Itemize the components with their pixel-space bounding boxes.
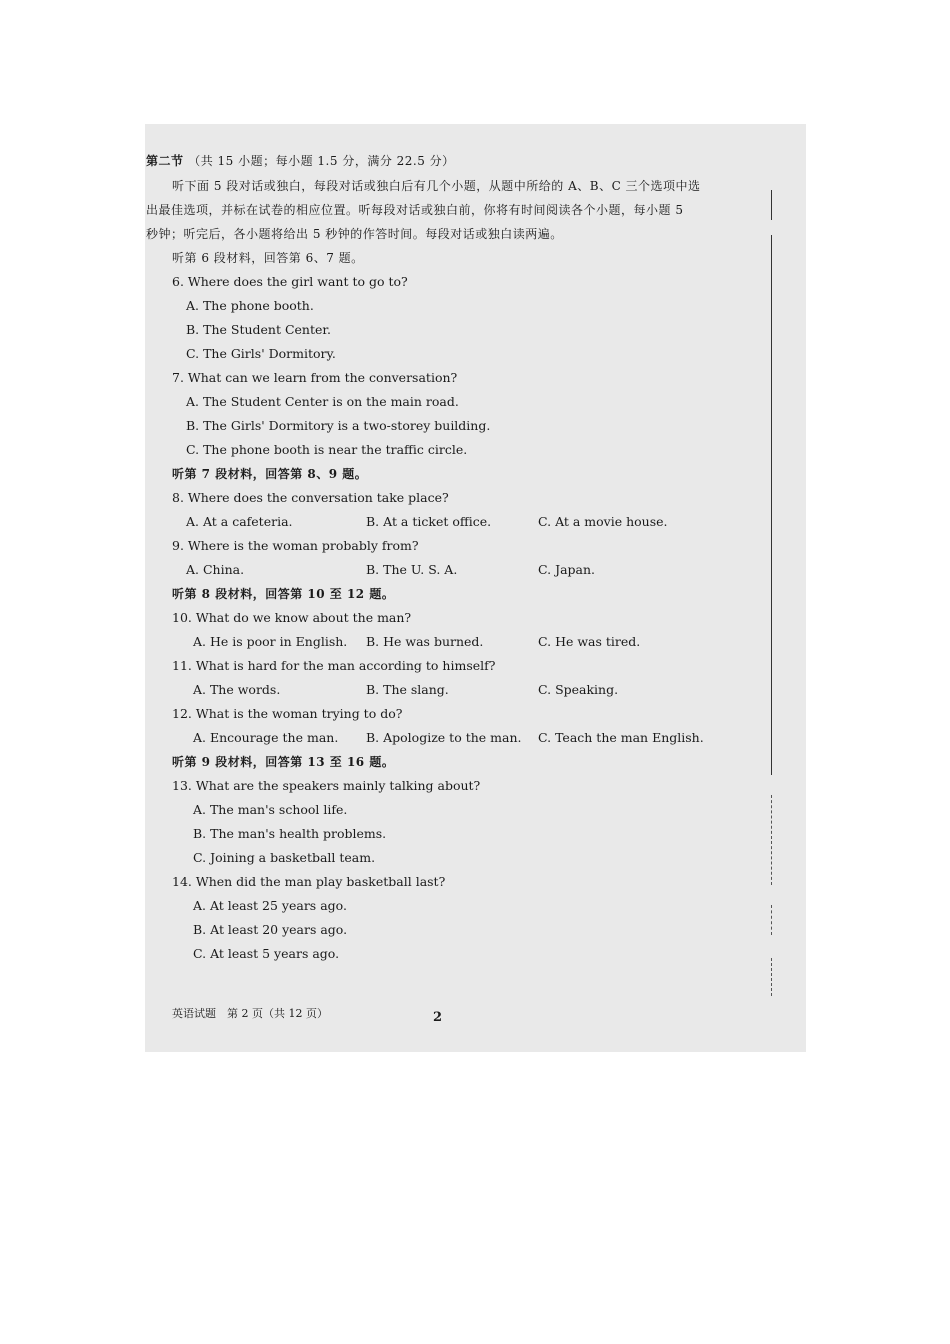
answer-option[interactable]: C. At least 5 years ago. [193,946,340,961]
question-stem: 14. When did the man play basketball last? [172,874,446,889]
section-title: 第二节 [146,154,184,168]
answer-option[interactable]: C. The phone booth is near the traffic circle. [186,442,468,457]
answer-option[interactable]: A. At a cafeteria. [186,514,293,529]
instruction-line: 出最佳选项，并标在试卷的相应位置。听每段对话或独白前，你将有时间阅读各个小题，每小题 5 [146,203,684,217]
group-prompt: 听第 9 段材料，回答第 13 至 16 题。 [172,755,395,769]
question-stem: 13. What are the speakers mainly talking about? [172,778,481,793]
answer-option[interactable]: B. At least 20 years ago. [193,922,348,937]
section-score-note: （共 15 小题；每小题 1.5 分，满分 22.5 分） [188,154,455,168]
answer-option[interactable]: B. The Girls' Dormitory is a two-storey building. [186,418,491,433]
answer-option[interactable]: C. At a movie house. [538,514,668,529]
instruction-line: 听下面 5 段对话或独白，每段对话或独白后有几个小题，从题中所给的 A、B、C 三个选项中选 [172,179,701,193]
page-footer: 英语试题 第 2 页（共 12 页） [172,1007,328,1020]
answer-option[interactable]: C. Joining a basketball team. [193,850,376,865]
binding-line [771,235,772,775]
answer-option[interactable]: B. Apologize to the man. [366,730,522,745]
binding-line [771,190,772,220]
question-stem: 9. Where is the woman probably from? [172,538,419,553]
group-prompt: 听第 8 段材料，回答第 10 至 12 题。 [172,587,395,601]
binding-line-dashed [771,958,772,996]
page-number: 2 [433,1010,443,1025]
answer-option[interactable]: C. Japan. [538,562,596,577]
binding-line-dashed [771,905,772,935]
question-stem: 10. What do we know about the man? [172,610,412,625]
question-stem: 11. What is hard for the man according to himself? [172,658,496,673]
answer-option[interactable]: A. The Student Center is on the main road. [186,394,459,409]
answer-option[interactable]: A. He is poor in English. [193,634,348,649]
question-stem: 7. What can we learn from the conversation? [172,370,458,385]
answer-option[interactable]: A. China. [186,562,245,577]
answer-option[interactable]: C. Teach the man English. [538,730,704,745]
answer-option[interactable]: C. He was tired. [538,634,641,649]
question-stem: 6. Where does the girl want to go to? [172,274,408,289]
answer-option[interactable]: A. The man's school life. [193,802,348,817]
answer-option[interactable]: A. At least 25 years ago. [193,898,347,913]
answer-option[interactable]: B. He was burned. [366,634,484,649]
binding-line-dashed [771,795,772,885]
answer-option[interactable]: B. The Student Center. [186,322,331,337]
instruction-line: 秒钟；听完后，各小题将给出 5 秒钟的作答时间。每段对话或独白读两遍。 [146,227,563,241]
question-stem: 12. What is the woman trying to do? [172,706,403,721]
answer-option[interactable]: A. Encourage the man. [193,730,339,745]
section-heading [146,153,455,169]
answer-option[interactable]: A. The phone booth. [186,298,314,313]
answer-option[interactable]: B. The U. S. A. [366,562,458,577]
group-prompt: 听第 7 段材料，回答第 8、9 题。 [172,467,368,481]
answer-option[interactable]: C. Speaking. [538,682,619,697]
answer-option[interactable]: A. The words. [193,682,281,697]
answer-option[interactable]: B. The slang. [366,682,449,697]
group-prompt: 听第 6 段材料，回答第 6、7 题。 [172,251,364,265]
answer-option[interactable]: C. The Girls' Dormitory. [186,346,336,361]
answer-option[interactable]: B. The man's health problems. [193,826,387,841]
answer-option[interactable]: B. At a ticket office. [366,514,492,529]
question-stem: 8. Where does the conversation take place? [172,490,449,505]
